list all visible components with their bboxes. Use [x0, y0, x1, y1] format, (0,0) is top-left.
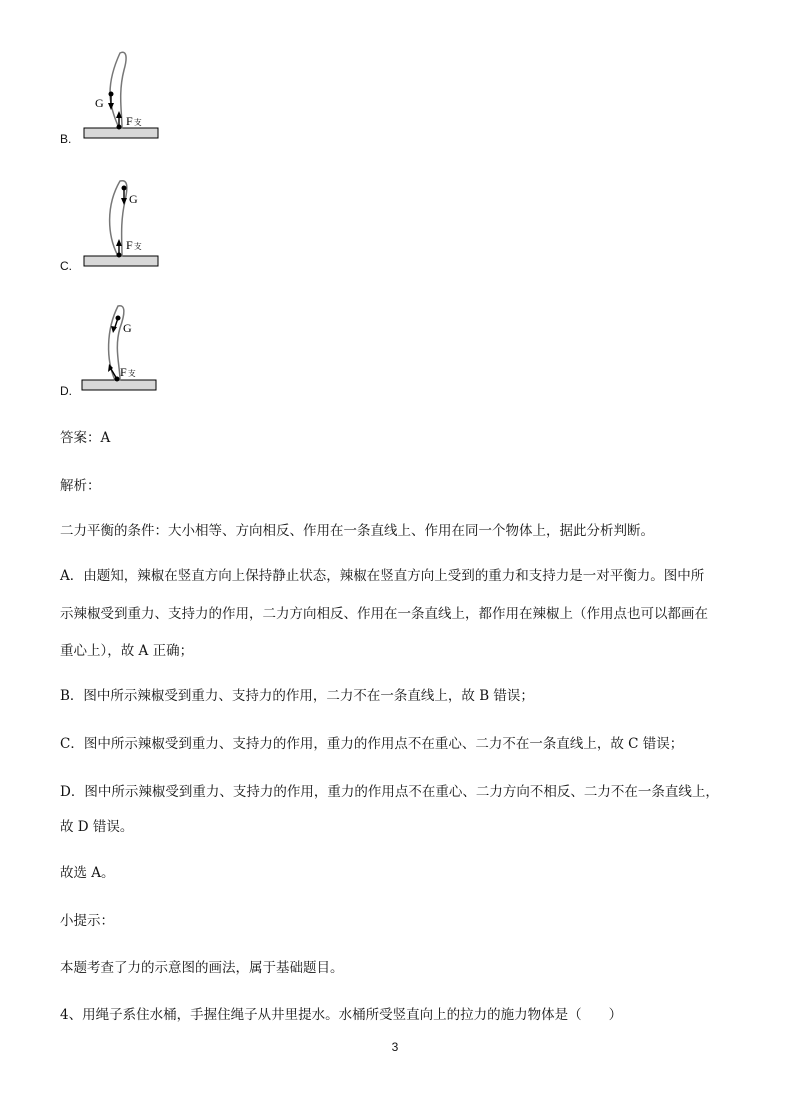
option-d-figure	[80, 300, 160, 399]
page-number: 3	[391, 1040, 399, 1054]
support-label: F支	[126, 114, 142, 128]
explain-b: B．图中所示辣椒受到重力、支持力的作用，二力不在一条直线上，故 B 错误；	[60, 688, 534, 704]
choice-line: 故选 A。	[60, 865, 115, 881]
tip-heading: 小提示：	[60, 913, 114, 929]
condition-text: 二力平衡的条件：大小相等、方向相反、作用在一条直线上、作用在同一个物体上，据此分析判断。	[60, 523, 654, 539]
question-4: 4、用绳子系住水桶，手握住绳子从井里提水。水桶所受竖直向上的拉力的施力物体是（ ）	[60, 1007, 623, 1023]
gravity-label: G	[123, 321, 132, 335]
option-c-figure	[82, 175, 162, 274]
explain-a-line-3: 重心上），故 A 正确；	[60, 643, 194, 659]
option-c-letter: C.	[60, 259, 72, 273]
option-b-letter: B.	[60, 132, 72, 146]
answer-line: 答案：A	[60, 430, 111, 446]
explain-c: C．图中所示辣椒受到重力、支持力的作用，重力的作用点不在重心、二力不在一条直线上，故 C 错误；	[60, 736, 684, 752]
analysis-heading: 解析：	[60, 478, 101, 494]
option-b-figure	[82, 48, 162, 147]
option-d-letter: D.	[60, 384, 72, 398]
explain-a-line-1: A．由题知，辣椒在竖直方向上保持静止状态，辣椒在竖直方向上受到的重力和支持力是一对平衡力。图中所	[60, 568, 705, 584]
explain-a-line-2: 示辣椒受到重力、支持力的作用，二力方向相反、作用在一条直线上，都作用在辣椒上（作用点也可以都画在	[60, 606, 708, 622]
table-surface	[84, 256, 158, 266]
gravity-label: G	[95, 96, 104, 110]
support-label: F支	[120, 365, 136, 379]
table-surface	[82, 380, 156, 390]
explain-d-line-1: D．图中所示辣椒受到重力、支持力的作用，重力的作用点不在重心、二力方向不相反、二力不在一条直线上，	[60, 784, 719, 800]
support-label: F支	[126, 238, 142, 252]
tip-text: 本题考查了力的示意图的画法，属于基础题目。	[60, 960, 344, 976]
gravity-label: G	[129, 192, 138, 206]
table-surface	[84, 128, 158, 138]
explain-d-line-2: 故 D 错误。	[60, 819, 134, 835]
